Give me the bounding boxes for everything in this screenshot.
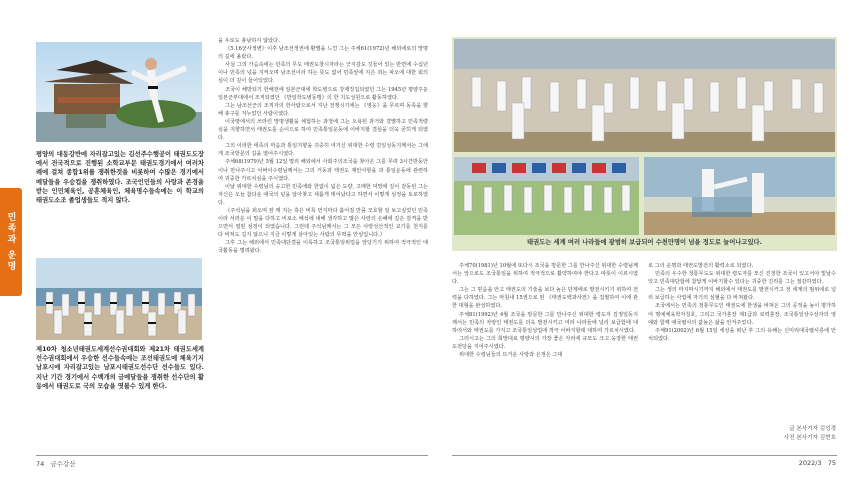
paragraph: 그는 남조선군의 조직자의 한사람으로서 지난 전쟁시기에는 《영웅》을 무르며 동족을 향해 총구를 겨누었던 사람이였다.: [218, 102, 428, 117]
photo-collage-image: [452, 37, 837, 251]
paragraph: 로 그의 운명과 태권도발전의 활력소로 되였다.: [648, 263, 754, 269]
footer-rule-left: [36, 455, 428, 456]
photo-pavilion-kick-image: [36, 42, 202, 142]
paragraph: 그는 그 믿음을 안고 태권도의 기술을 보다 높은 단계에로 발전시키기 위하여 전력을 다하였다. 그는 마침내 15권으로 된 《태권도백과사전》을 집필하여 이에 관한 대형을 완성하였다.: [452, 287, 638, 310]
section-tab: 민족과 운명: [0, 188, 22, 296]
paragraph: 그후 그는 해외에서 민족대단결을 이룩하고 조국통일위업을 앞당기기 위하여 적극적인 애국활동을 벌려왔다.: [218, 240, 428, 255]
paragraph: 그러시고는 그의 희망대로 평양시의 가장 좋은 자리에 규모도 크고 웅장한 태권도전당을 지어주시였다.: [452, 335, 638, 350]
right-page-number: 75: [827, 459, 836, 467]
text-column-1: [218, 37, 428, 256]
paragraph: 그의 이러한 애족의 마음과 통일지향을 귀중히 여기신 위대한 수령 김일성동지께서는 그에게 조국방문의 길을 열어주시였다.: [218, 143, 428, 158]
paragraph: 주체91(2002)년 6월 15일 세상을 떠난 후 그의 유해는 신미리애국렬사릉에 안치되였다.: [648, 327, 836, 342]
issue-date: 2022/3: [798, 459, 822, 467]
paragraph: 《주석님을 뵈오며 잠 깨 지는 혹은 비록 먼지마다 흩어질 만큼 모호할 일 보고싶었던 민족이라 서러운 이 말을 다하고 비로소 해석에 대해 생각하고 많은 사랑의 은혜에 깊은 감격을 받으면서 열띤 심정이 되였습니다. 그런데 주석님께서는 그 모든 사랑성산적인 교기를 천지를 다 바쳐도 길지 않으니 지금 이렇게 살아있는 사람의 무력을 안심입니다.》: [218, 207, 428, 239]
left-page-number: 74: [36, 460, 45, 468]
paragraph: 이국땅에서의 쓰라린 망명생활을 체험하는 과정에 그는 오욕된 과거와 결별하고 민족적량심을 지향하면서 태권도를 순이으로 하여 민족통일운동에 이바지할 결심을 더욱 굳히게 되였다.: [218, 118, 428, 142]
photo-beach-training: [36, 258, 202, 340]
text-column-2: [452, 262, 638, 359]
byline-photographer: 사진 본사기자 김현호: [783, 435, 836, 441]
paragraph: 주체68(1979)년 5월 12일 멀리 해외에서 사회주의조국을 찾아온 그를 무려 3시간반동안이나 만나주시고 어버이수령님께서는 그의 거동과 태권도 제안사항을 과 통일운동에 관련하여 귀중한 가르치심을 주시였다.: [218, 159, 428, 182]
paragraph: 조국에서는 민족의 정통무도인 태권도에 한생을 바쳐온 그의 공적을 높이 평가하여 명예체육학자칭호, 그리고 국가훈장 제1급과 로력훈장, 조국통일상수상자의 영예와 함께 애국렬사의 값높은 삶을 안겨주었다.: [648, 303, 836, 326]
paragraph: 그는 생의 마지막시기까지 해외에서 태권도를 발전시키고 전 세계의 범위에로 널리 보급하는 사업에 자기의 심혈을 다 바쳐왔다.: [648, 287, 836, 302]
paragraph: 위대한 수령님들의 뜨거운 사랑과 은정은 그대: [459, 352, 563, 359]
byline-writer: 글 본사기자 김성경: [789, 426, 836, 432]
photo-beach-training-image: [36, 258, 202, 340]
paragraph: 민족의 우수한 청통무도도 위대한 령도자를 모신 진정한 조국이 있고서야 빛날수 있고 민족대단합에 참답게 이바지할수 있다는 귀중한 진리를 그는 절감하였다.: [648, 271, 836, 286]
magazine-name: 금수강산: [50, 460, 76, 468]
paragraph: 주체81(1992)년 4월 조국을 방문한 그를 만나주신 위대한 령도자 김정일동지께서는 민족의 자랑인 태권도를 더욱 발전시키고 여러 나라들에 널리 보급함에 대하여서와 태권도를 가지고 조국통일성업에 적극 이바지할데 대하여 가르치시였다.: [452, 311, 638, 334]
paragraph: 을 우로도 총남하지 않았다.: [218, 38, 280, 44]
byline: [740, 425, 836, 443]
paragraph: 《5.16군사정변》이후 남조선정권에 환멸을 느낀 그는 주체61(1972)년 해외에로의 망명의 길에 올랐다.: [218, 46, 428, 61]
paragraph: 조국이 해방되기 한해전에 일본군대에 학도병으로 강제징집되였던 그는 1945년 평양주둔 일본군부대에서 조직되였던 《반일학도병동맹》의 한 지도성원으로 활동하였다.: [218, 86, 428, 101]
photo-pavilion-kick: [36, 42, 202, 142]
text-column-3: [648, 262, 836, 343]
paragraph: 주체70(1981)년 10월에 또다시 조국을 방문한 그를 만나주신 위대한 수령님께서는 앞으로도 조국통일을 위하여 적극적으로 활약하여야 한다고 따뜻이 이르시였다.: [452, 263, 638, 286]
photo-collage: [452, 37, 837, 251]
collage-caption: 태권도는 세계 여러 나라들에 광범히 보급되어 수천만명이 넘을 정도로 늘어나고있다.: [526, 239, 763, 246]
footer-rule-right: [452, 455, 837, 456]
footer-left: [36, 459, 75, 468]
paragraph: 사실 그의 가슴속에는 민족의 무도 태권도창시자라는 긍지감도 깃들어 있는 반면에 수십년이나 민족의 넋을 지켜오며 남조선이라 하는 뜻도 없어 민족앞에 지은 죄는 파오에 대한 회의심이 더 깊이 들어있었다.: [218, 62, 428, 85]
paragraph: 이날 위대한 수령님의 숭고한 민족애와 한없이 넓은 도량, 고매한 덕망에 깊이 감동된 그는 자신은 오늘 참다운 애국의 넋을 알아찾고 새롭게 태어났다고 하면서 이렇게 심정을 토로하였다.: [218, 183, 428, 206]
caption-left-top: 평양의 대동강반에 자리잡고있는 김선주수행공이 태권도도장에서 전국적으로 진행된 소학교부문 태권도경기에서 여러차례에 걸쳐 종합1위를 쟁취한것을 비롯하여 수많은 경기에서 메달들을 우승컵을 쟁취하였다. 조국인민들의 사랑과 존경을 받는 인민체육인, 공훈체육인, 체육명수들속에는 이 학교의 태권도소조 졸업생들도 적지 않다.: [36, 151, 204, 205]
caption-left-bottom: 제10차 청소년태권도세계선수권대회와 제21차 태권도세계선수권대회에서 우승한 선수들속에는 조선태권도에 체육기지 남포시에 자리잡고있는 남포시태권도선수단 선수들도 있다. 지난 기간 경기에서 수백개의 금메달들을 쟁취한 선수단의 활동에서 태권도로 국의 모습을 엿볼수 있게 한다.: [36, 346, 204, 390]
footer-right: [799, 459, 836, 467]
